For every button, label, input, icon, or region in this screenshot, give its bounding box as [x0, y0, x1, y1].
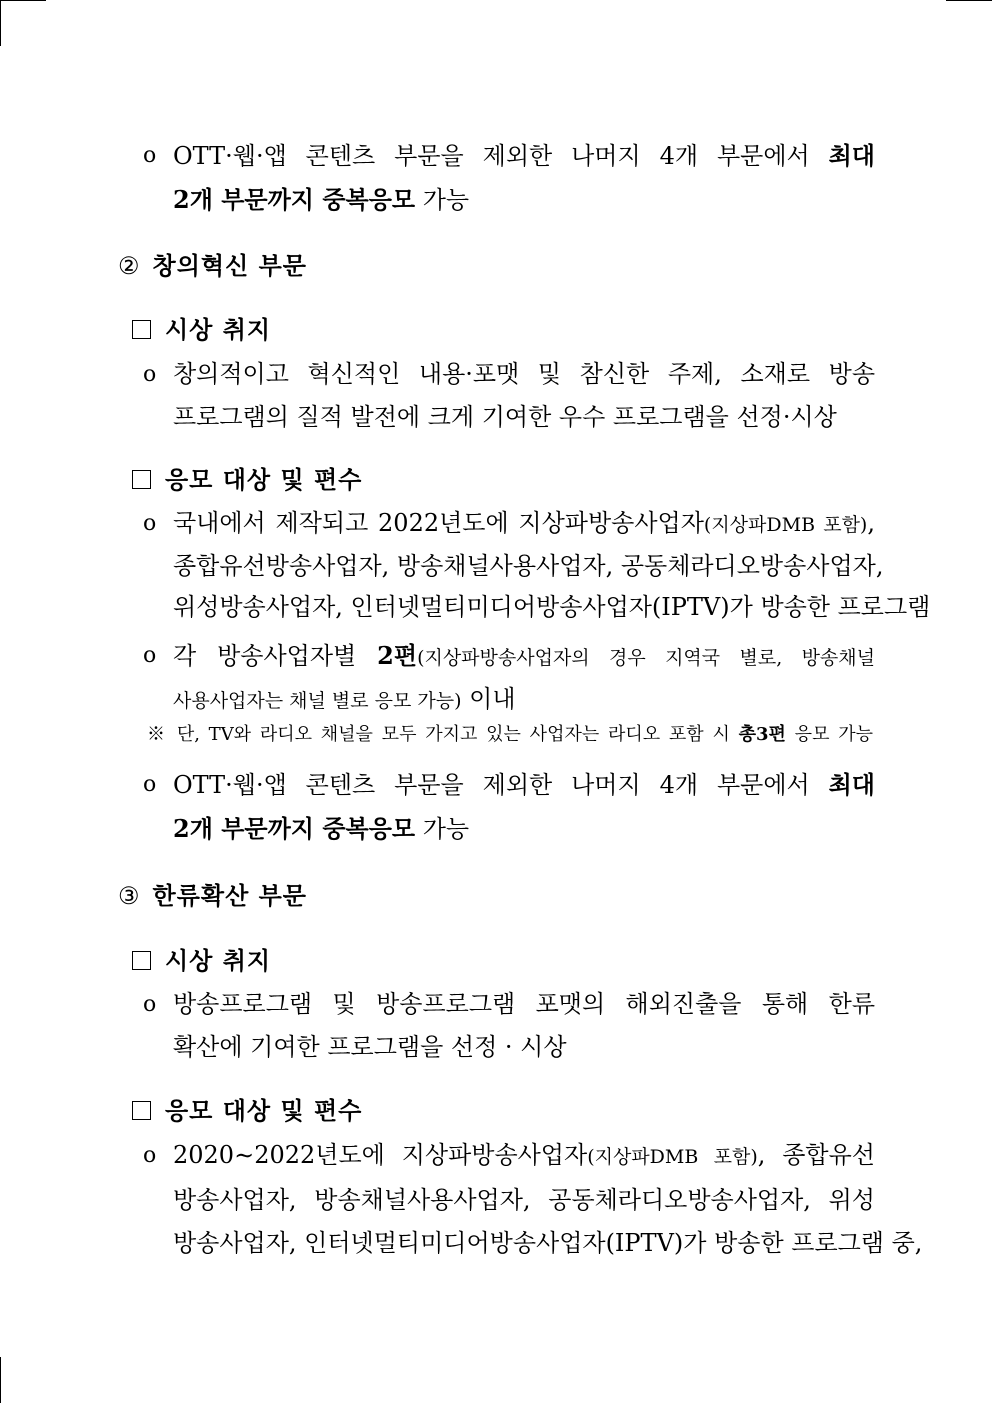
- checkbox-square-icon: [132, 1101, 151, 1120]
- section-2-purpose-item: [143, 353, 875, 439]
- section-3-purpose-line-2: 확산에 기여한 프로그램을 선정 · 시상: [173, 1033, 567, 1061]
- section-2-eligibility-item-1-line-3: 위성방송사업자, 인터넷멀티미디어방송사업자(IPTV)가 방송한 프로그램: [173, 593, 931, 621]
- section-3-purpose-heading: 시상 취지: [132, 941, 271, 976]
- checkbox-square-icon: [132, 320, 151, 339]
- bullet-marker: o: [143, 362, 157, 387]
- section-2-eligibility-item-1-line-2: 종합유선방송사업자, 방송채널사용사업자, 공동체라디오방송사업자,: [173, 552, 884, 580]
- section-2-eligibility-item-3-line-2: 2개 부문까지 중복응모 가능: [173, 814, 470, 843]
- bullet-marker: o: [143, 992, 157, 1017]
- bullet-marker: o: [143, 143, 157, 168]
- section-2-purpose-heading: 시상 취지: [132, 310, 271, 345]
- intro-line-1: OTT·웹·앱 콘텐츠 부문을 제외한 나머지 4개 부문에서 최대: [173, 141, 875, 170]
- section-3-eligibility-item-1-line-3: 방송사업자, 인터넷멀티미디어방송사업자(IPTV)가 방송한 프로그램 중,: [173, 1229, 923, 1257]
- section-2-purpose-line-1: 창의적이고 혁신적인 내용·포맷 및 참신한 주제, 소재로 방송: [173, 360, 875, 388]
- section-2-eligibility-item-3-line-1: OTT·웹·앱 콘텐츠 부문을 제외한 나머지 4개 부문에서 최대: [173, 770, 875, 799]
- section-2-eligibility-item-1: [143, 503, 931, 628]
- bullet-marker: o: [143, 511, 157, 536]
- section-2-eligibility-item-3: [143, 763, 875, 851]
- section-3-title: ③ 한류확산 부문: [118, 881, 307, 910]
- bullet-marker: o: [143, 1143, 157, 1168]
- section-3-number: ③: [118, 882, 141, 910]
- checkbox-square-icon: [132, 951, 151, 970]
- section-2-note: ※ 단, TV와 라디오 채널을 모두 가지고 있는 사업자는 라디오 포함 시 총3편 응모 가능: [147, 724, 873, 745]
- section-2-eligibility-heading: 응모 대상 및 편수: [132, 460, 362, 495]
- bullet-marker: o: [143, 643, 157, 668]
- intro-bullet-item: [143, 134, 875, 222]
- section-3-eligibility-heading: 응모 대상 및 편수: [132, 1091, 362, 1126]
- section-2-eligibility-item-2: [143, 635, 875, 722]
- crop-mark-top-right-horizontal: [946, 0, 992, 1]
- section-2-eligibility-item-1-line-1: 국내에서 제작되고 2022년도에 지상파방송사업자(지상파DMB 포함),: [173, 509, 875, 537]
- section-3-eligibility-item-1: [143, 1134, 923, 1265]
- section-3-eligibility-item-1-line-1: 2020∼2022년도에 지상파방송사업자(지상파DMB 포함), 종합유선: [173, 1141, 875, 1169]
- section-3-purpose-item: [143, 983, 875, 1069]
- note-mark-icon: ※: [147, 724, 169, 745]
- section-2-eligibility-item-2-line-1: 각 방송사업자별 2편(지상파방송사업자의 경우 지역국 별로, 방송채널: [173, 641, 875, 670]
- checkbox-square-icon: [132, 470, 151, 489]
- section-2-title: ② 창의혁신 부문: [118, 251, 307, 280]
- bullet-marker: o: [143, 772, 157, 797]
- section-2-number: ②: [118, 252, 141, 280]
- section-3-eligibility-item-1-line-2: 방송사업자, 방송채널사용사업자, 공동체라디오방송사업자, 위성: [173, 1186, 875, 1214]
- crop-mark-top-left-horizontal: [0, 0, 46, 1]
- intro-line-2: 2개 부문까지 중복응모 가능: [173, 185, 470, 214]
- crop-mark-bottom-left-vertical: [0, 1357, 1, 1403]
- section-3-purpose-line-1: 방송프로그램 및 방송프로그램 포맷의 해외진출을 통해 한류: [173, 990, 875, 1018]
- section-2-eligibility-item-2-line-2: 사용사업자는 채널 별로 응모 가능) 이내: [173, 685, 516, 713]
- section-2-purpose-line-2: 프로그램의 질적 발전에 크게 기여한 우수 프로그램을 선정·시상: [173, 403, 837, 431]
- crop-mark-top-left-vertical: [0, 0, 1, 46]
